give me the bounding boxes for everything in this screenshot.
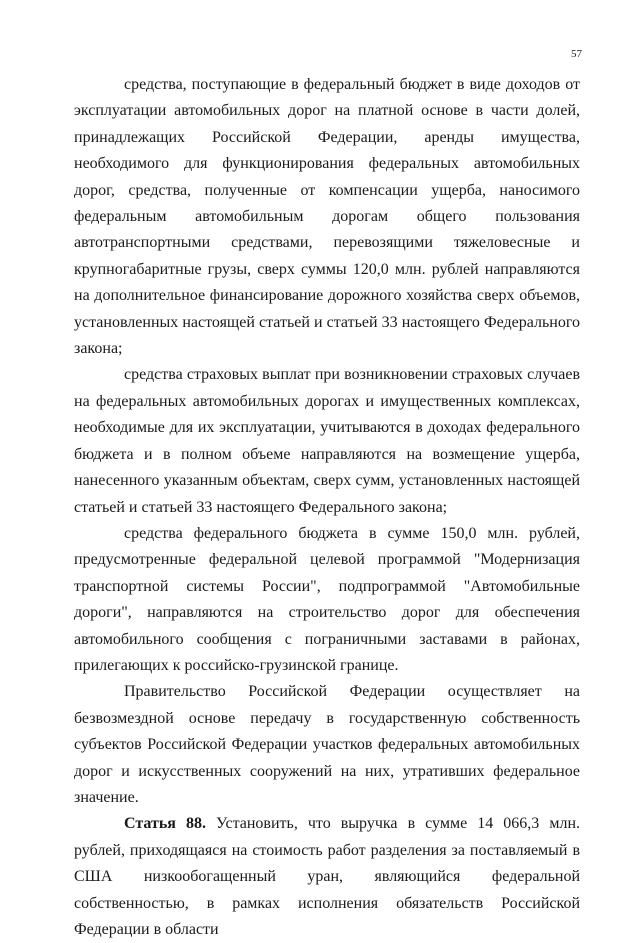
paragraph-border-roads: средства федерального бюджета в сумме 150,0 млн. рублей, предусмотренные федеральной целевой программой "Модернизация транспортной системы России", подпрограммой "Автомобильные дороги", направляются на строительство дорог для обеспечения автомобильного сообщения с пограничными заставами в районах, прилегающих к российско-грузинской границе. — [74, 524, 580, 674]
paragraph-property-transfer: Правительство Российской Федерации осуществляет на безвозмездной основе передачу в государственную собственность субъектов Российской Федерации участков федеральных автомобильных дорог и искусственных сооружений на них, утративших федеральное значение. — [74, 683, 580, 806]
article-88-text: Установить, что выручка в сумме 14 066,3 млн. рублей, приходящаяся на стоимость работ разделения за поставляемый в США низкообогащенный уран, являющийся федеральной собственностью, в рамках исполнения обязательств Российской Федерации в области — [74, 815, 581, 938]
page-number: 57 — [571, 48, 582, 60]
paragraph-road-revenues: средства, поступающие в федеральный бюджет в виде доходов от эксплуатации автомобильных дорог на платной основе в части долей, принадлежащих Российской Федерации, аренды имущества, необходимого для функционирования федеральных автомобильных дорог, средства, полученные от компенсации ущерба, наносимого федеральным автомобильным дорогам общего пользования автотранспортными средствами, перевозящими тяжеловесные и крупногабаритные грузы, сверх суммы 120,0 млн. рублей направляются на дополнительное финансирование дорожного хозяйства сверх объемов, установленных настоящей статьей и статьей 33 настоящего Федерального закона; — [74, 76, 580, 358]
document-body — [74, 72, 580, 943]
paragraph-insurance-payments: средства страховых выплат при возникновении страховых случаев на федеральных автомобильных дорогах и имущественных комплексах, необходимые для их эксплуатации, учитываются в доходах федерального бюджета и в полном объеме направляются на возмещение ущерба, нанесенного указанным объектам, сверх сумм, установленных настоящей статьей и статьей 33 настоящего Федерального закона; — [74, 366, 580, 516]
article-88-label: Статья 88. — [124, 815, 207, 833]
article-88-paragraph — [74, 811, 580, 943]
